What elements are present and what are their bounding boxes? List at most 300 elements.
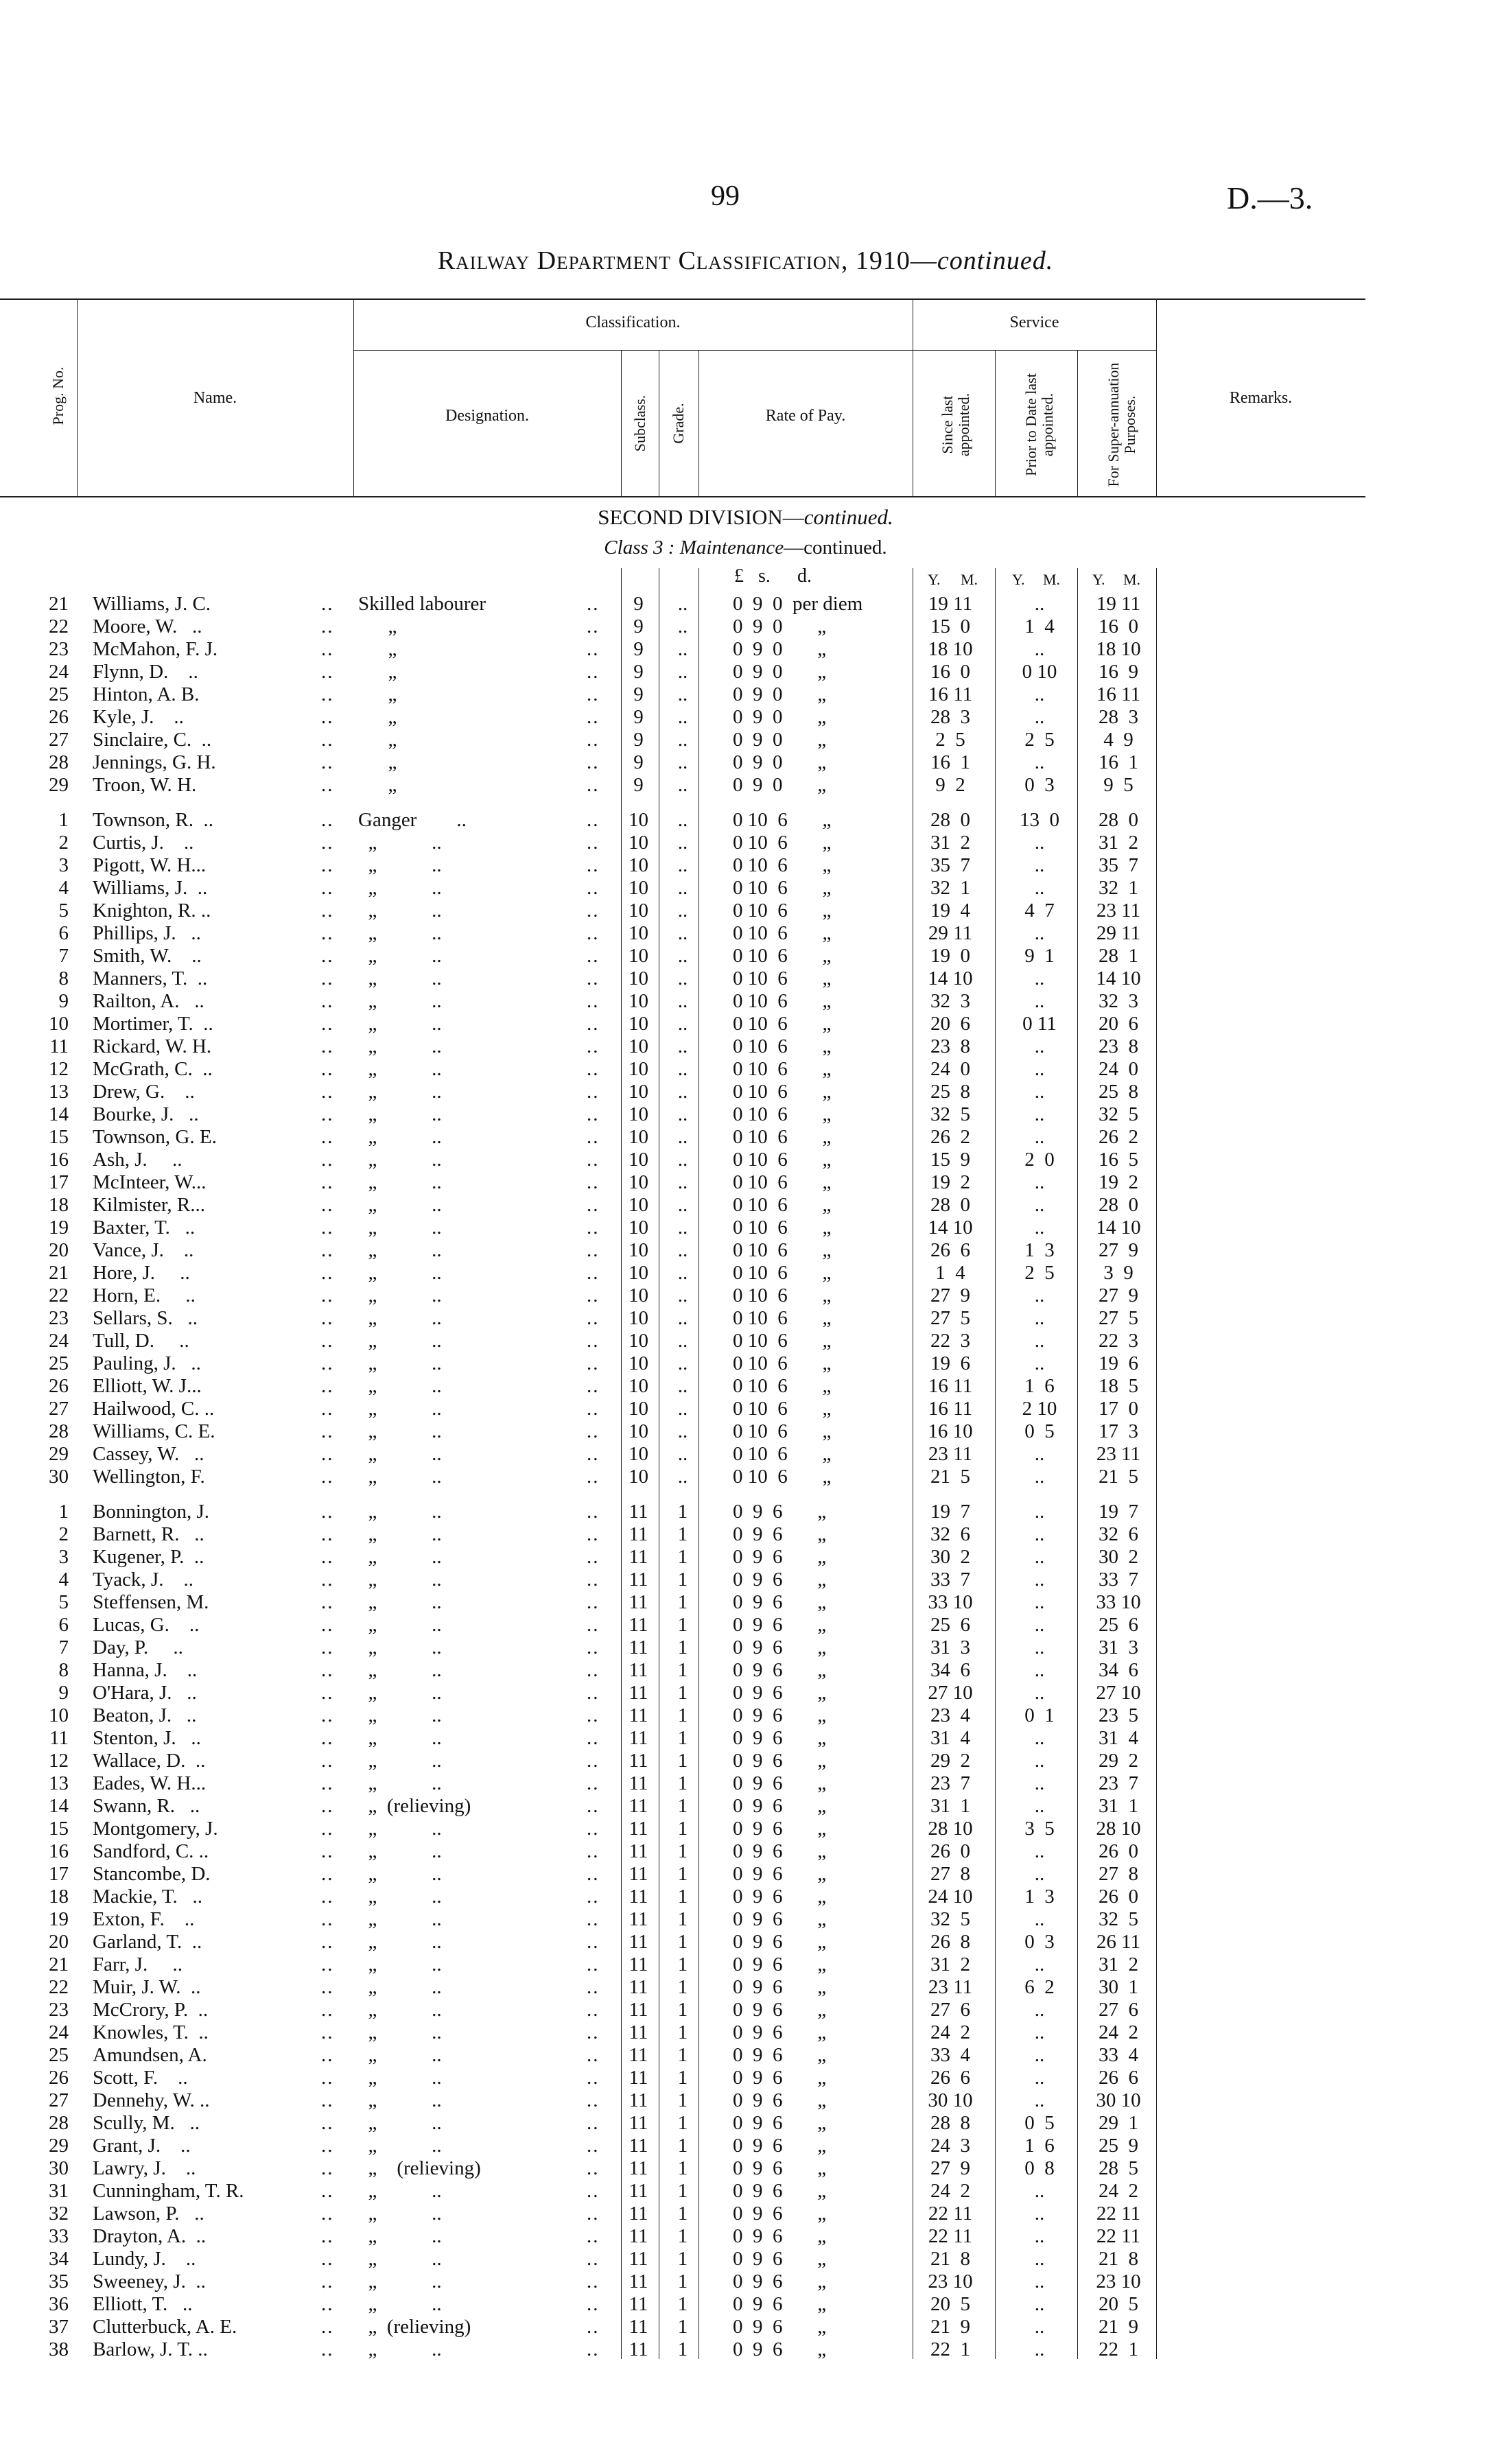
- leader-dots: ..: [587, 2135, 600, 2157]
- subclass-cell: 9: [633, 751, 644, 773]
- designation-cell: „: [358, 729, 397, 751]
- leader-dots: ..: [587, 2203, 600, 2225]
- since-appointed-cell: 27 9: [930, 2157, 970, 2179]
- designation-cell: „ ..: [358, 2021, 442, 2043]
- prior-service-cell: ..: [1034, 2271, 1045, 2292]
- since-appointed-cell: 22 3: [930, 1330, 970, 1352]
- prog-no-cell: 32: [49, 2203, 69, 2225]
- leader-dots: ..: [587, 1704, 600, 1726]
- prog-no-cell: 25: [49, 2044, 69, 2066]
- grade-cell: ..: [677, 1194, 688, 1216]
- table-row: [0, 1863, 1491, 1886]
- prior-service-cell: ..: [1034, 877, 1045, 899]
- prog-no-cell: 28: [49, 1420, 69, 1442]
- rate-of-pay-cell: 0 10 6 „: [733, 1375, 832, 1397]
- since-appointed-cell: 28 8: [930, 2112, 970, 2134]
- subclass-cell: 11: [629, 1795, 648, 1817]
- table-row: [0, 1307, 1491, 1330]
- name-cell: Drayton, A. ..: [93, 2225, 207, 2247]
- prior-service-cell: ..: [1034, 1636, 1045, 1658]
- designation-cell: „ ..: [358, 1149, 442, 1171]
- leader-dots: ..: [587, 2112, 600, 2134]
- table-row: [0, 683, 1491, 706]
- name-cell: Hore, J. ..: [93, 1262, 190, 1284]
- subclass-cell: 9: [633, 615, 644, 637]
- grade-cell: ..: [677, 1013, 688, 1035]
- table-row: [0, 1466, 1491, 1488]
- name-cell: Grant, J. ..: [93, 2135, 191, 2157]
- since-appointed-cell: 21 8: [930, 2248, 970, 2270]
- designation-cell: „ ..: [358, 2089, 442, 2111]
- leader-dots: ..: [321, 2316, 334, 2338]
- table-row: [0, 1284, 1491, 1307]
- title-lead: Railway Department Classification, 1910—: [437, 246, 937, 275]
- leader-dots: ..: [321, 1614, 334, 1636]
- rate-of-pay-cell: 0 9 0 „: [733, 774, 827, 796]
- prog-no-cell: 15: [49, 1818, 69, 1840]
- leader-dots: ..: [321, 1171, 334, 1193]
- superannuation-cell: 9 5: [1103, 774, 1134, 796]
- superannuation-cell: 14 10: [1096, 1217, 1141, 1239]
- prog-no-cell: 3: [58, 1546, 69, 1568]
- table-row: [0, 1546, 1491, 1569]
- subclass-cell: 10: [629, 1466, 648, 1488]
- rate-of-pay-cell: 0 9 6 „: [733, 1501, 827, 1523]
- subclass-cell: 11: [629, 2135, 648, 2157]
- table-header: [0, 298, 1491, 497]
- designation-cell: „ ..: [358, 854, 442, 876]
- name-cell: Swann, R. ..: [93, 1795, 200, 1817]
- rate-of-pay-cell: 0 10 6 „: [733, 1330, 832, 1352]
- rate-of-pay-cell: 0 9 6 „: [733, 1750, 827, 1772]
- prog-no-cell: 4: [58, 1569, 69, 1591]
- leader-dots: ..: [587, 2316, 600, 2338]
- designation-cell: „ ..: [358, 1818, 442, 1840]
- designation-cell: „ ..: [358, 1420, 442, 1442]
- leader-dots: ..: [587, 1976, 600, 1998]
- rate-of-pay-cell: 0 9 6 „: [733, 1682, 827, 1704]
- since-appointed-cell: 32 3: [930, 990, 970, 1012]
- rate-of-pay-cell: 0 9 6 „: [733, 1976, 827, 1998]
- leader-dots: ..: [587, 1523, 600, 1545]
- grade-cell: ..: [677, 1103, 688, 1125]
- prior-service-cell: ..: [1034, 1466, 1045, 1488]
- division-suffix: continued.: [803, 505, 893, 529]
- prior-service-cell: ..: [1034, 1103, 1045, 1125]
- prog-no-cell: 31: [49, 2180, 69, 2202]
- grade-cell: 1: [677, 1659, 688, 1681]
- leader-dots: ..: [587, 2180, 600, 2202]
- since-appointed-cell: 25 6: [930, 1614, 970, 1636]
- leader-dots: ..: [321, 2135, 334, 2157]
- name-cell: Stenton, J. ..: [93, 1727, 201, 1749]
- grade-cell: 1: [677, 1501, 688, 1523]
- leader-dots: ..: [587, 945, 600, 967]
- prior-service-cell: ..: [1034, 2089, 1045, 2111]
- name-cell: Railton, A. ..: [93, 990, 204, 1012]
- leader-dots: ..: [321, 1840, 334, 1862]
- leader-dots: ..: [587, 751, 600, 773]
- prior-service-cell: ..: [1034, 1330, 1045, 1352]
- designation-cell: „ ..: [358, 1013, 442, 1035]
- designation-cell: „ ..: [358, 900, 442, 922]
- prior-service-cell: ..: [1034, 1217, 1045, 1239]
- prog-no-cell: 24: [49, 661, 69, 683]
- since-appointed-cell: 24 10: [928, 1886, 973, 1908]
- name-cell: Eades, W. H...: [93, 1772, 207, 1794]
- name-cell: Flynn, D. ..: [93, 661, 198, 683]
- grade-cell: 1: [677, 1908, 688, 1930]
- table-row: [0, 1501, 1491, 1523]
- leader-dots: ..: [587, 1546, 600, 1568]
- designation-cell: „ ..: [358, 1307, 442, 1329]
- prog-no-cell: 23: [49, 1999, 69, 2021]
- since-appointed-cell: 27 8: [930, 1863, 970, 1885]
- since-appointed-cell: 28 0: [930, 809, 970, 831]
- rate-of-pay-cell: 0 10 6 „: [733, 1035, 832, 1057]
- leader-dots: ..: [587, 661, 600, 683]
- since-appointed-cell: 33 4: [930, 2044, 970, 2066]
- table-row: [0, 967, 1491, 990]
- leader-dots: ..: [587, 1013, 600, 1035]
- name-cell: Knowles, T. ..: [93, 2021, 209, 2043]
- rate-of-pay-cell: 0 9 6 „: [733, 1772, 827, 1794]
- grade-cell: ..: [677, 854, 688, 876]
- subclass-cell: 9: [633, 774, 644, 796]
- grade-cell: ..: [677, 1262, 688, 1284]
- superannuation-cell: 23 10: [1096, 2271, 1141, 2292]
- rate-of-pay-cell: 0 9 6 „: [733, 2203, 827, 2225]
- leader-dots: ..: [321, 1013, 334, 1035]
- grade-cell: 1: [677, 1523, 688, 1545]
- leader-dots: ..: [587, 922, 600, 944]
- table-row: [0, 2338, 1491, 2361]
- grade-cell: ..: [677, 1420, 688, 1442]
- designation-cell: „ ..: [358, 1931, 442, 1953]
- leader-dots: ..: [587, 1217, 600, 1239]
- leader-dots: ..: [587, 2021, 600, 2043]
- prog-no-cell: 37: [49, 2316, 69, 2338]
- superannuation-cell: 22 11: [1096, 2203, 1141, 2225]
- subclass-cell: 9: [633, 706, 644, 728]
- grade-cell: ..: [677, 1217, 688, 1239]
- prior-service-cell: ..: [1034, 1908, 1045, 1930]
- grade-cell: 1: [677, 2157, 688, 2179]
- leader-dots: ..: [587, 2157, 600, 2179]
- rate-of-pay-cell: 0 10 6 „: [733, 922, 832, 944]
- prog-no-cell: 36: [49, 2293, 69, 2315]
- since-appointed-cell: 31 2: [930, 1953, 970, 1975]
- rate-of-pay-cell: 0 10 6 „: [733, 854, 832, 876]
- superannuation-cell: 32 1: [1099, 877, 1138, 899]
- leader-dots: ..: [321, 2112, 334, 2134]
- prior-service-cell: ..: [1034, 1523, 1045, 1545]
- prog-no-cell: 21: [49, 1953, 69, 1975]
- superannuation-cell: 27 5: [1099, 1307, 1138, 1329]
- superannuation-cell: 23 11: [1096, 900, 1141, 922]
- header-prog-no: Prog. No.: [49, 366, 67, 425]
- table-row: [0, 1398, 1491, 1420]
- leader-dots: ..: [321, 1307, 334, 1329]
- header-grade: Grade.: [670, 403, 687, 444]
- grade-cell: ..: [677, 1171, 688, 1193]
- prior-service-cell: ..: [1034, 2293, 1045, 2315]
- prog-no-cell: 5: [58, 1591, 69, 1613]
- name-cell: Sinclaire, C. ..: [93, 729, 212, 751]
- table-row: [0, 2271, 1491, 2293]
- leader-dots: ..: [321, 1931, 334, 1953]
- grade-cell: ..: [677, 990, 688, 1012]
- since-appointed-cell: 20 6: [930, 1013, 970, 1035]
- table-row: [0, 1750, 1491, 1772]
- header-prior-to-date: Prior to Date last appointed.: [1022, 373, 1056, 476]
- prog-no-cell: 33: [49, 2225, 69, 2247]
- superannuation-cell: 25 9: [1099, 2135, 1138, 2157]
- grade-cell: 1: [677, 1795, 688, 1817]
- running-title: [0, 246, 1491, 276]
- since-appointed-cell: 19 2: [930, 1171, 970, 1193]
- table-row: [0, 1194, 1491, 1217]
- prog-no-cell: 22: [49, 1284, 69, 1306]
- prior-service-cell: 2 5: [1024, 1262, 1055, 1284]
- rate-of-pay-cell: 0 9 6 „: [733, 1953, 827, 1975]
- subclass-cell: 9: [633, 638, 644, 660]
- leader-dots: ..: [321, 967, 334, 989]
- superannuation-cell: 4 9: [1103, 729, 1134, 751]
- leader-dots: ..: [587, 990, 600, 1012]
- table-row: [0, 1614, 1491, 1636]
- subclass-cell: 11: [629, 1501, 648, 1523]
- rate-of-pay-cell: 0 10 6 „: [733, 1194, 832, 1216]
- rate-of-pay-cell: 0 9 6 „: [733, 1795, 827, 1817]
- subclass-cell: 11: [629, 2225, 648, 2247]
- since-appointed-cell: 26 2: [930, 1126, 970, 1148]
- leader-dots: ..: [321, 2021, 334, 2043]
- rate-of-pay-cell: 0 10 6 „: [733, 832, 832, 854]
- grade-cell: ..: [677, 1126, 688, 1148]
- leader-dots: ..: [587, 2089, 600, 2111]
- designation-cell: „ (relieving): [358, 1795, 471, 1817]
- rate-of-pay-cell: 0 9 6 „: [733, 2044, 827, 2066]
- leader-dots: ..: [587, 1614, 600, 1636]
- grade-cell: 1: [677, 1886, 688, 1908]
- subclass-cell: 10: [629, 967, 648, 989]
- since-appointed-cell: 24 3: [930, 2135, 970, 2157]
- leader-dots: ..: [321, 1818, 334, 1840]
- rate-of-pay-cell: 0 9 6 „: [733, 1659, 827, 1681]
- table-row: [0, 729, 1491, 751]
- table-row: [0, 809, 1491, 832]
- leader-dots: ..: [321, 1103, 334, 1125]
- subclass-cell: 10: [629, 1217, 648, 1239]
- superannuation-cell: 26 0: [1099, 1886, 1138, 1908]
- table-row: [0, 2248, 1491, 2271]
- table-row: [0, 832, 1491, 854]
- leader-dots: ..: [587, 2225, 600, 2247]
- superannuation-cell: 27 10: [1096, 1682, 1141, 1704]
- name-cell: Barnett, R. ..: [93, 1523, 204, 1545]
- name-cell: Tull, D. ..: [93, 1330, 189, 1352]
- prog-no-cell: 29: [49, 774, 69, 796]
- prior-service-cell: ..: [1034, 1284, 1045, 1306]
- table-row: [0, 1976, 1491, 1999]
- prior-service-cell: ..: [1034, 1307, 1045, 1329]
- header-designation: Designation.: [445, 407, 529, 425]
- since-appointed-cell: 23 4: [930, 1704, 970, 1726]
- designation-cell: „ ..: [358, 1466, 442, 1488]
- rate-of-pay-cell: 0 10 6 „: [733, 1284, 832, 1306]
- leader-dots: ..: [321, 922, 334, 944]
- prog-no-cell: 30: [49, 1466, 69, 1488]
- table-row: [0, 2044, 1491, 2067]
- superannuation-cell: 24 0: [1099, 1058, 1138, 1080]
- grade-cell: ..: [677, 661, 688, 683]
- name-cell: Kugener, P. ..: [93, 1546, 204, 1568]
- rate-of-pay-cell: 0 9 6 „: [733, 1999, 827, 2021]
- prior-service-cell: ..: [1034, 1795, 1045, 1817]
- leader-dots: ..: [321, 593, 334, 615]
- name-cell: Elliott, T. ..: [93, 2293, 193, 2315]
- since-appointed-cell: 16 10: [928, 1420, 973, 1442]
- subclass-cell: 10: [629, 1352, 648, 1374]
- leader-dots: ..: [321, 638, 334, 660]
- designation-cell: „: [358, 751, 397, 773]
- subclass-cell: 10: [629, 990, 648, 1012]
- table-row: [0, 877, 1491, 900]
- superannuation-cell: 22 11: [1096, 2225, 1141, 2247]
- leader-dots: ..: [587, 1953, 600, 1975]
- rate-of-pay-cell: 0 9 6 „: [733, 2089, 827, 2111]
- table-row: [0, 2135, 1491, 2157]
- unit-m3: M.: [1123, 571, 1141, 588]
- prog-no-cell: 6: [58, 1614, 69, 1636]
- leader-dots: ..: [321, 1953, 334, 1975]
- grade-cell: ..: [677, 1239, 688, 1261]
- subclass-cell: 11: [629, 1636, 648, 1658]
- superannuation-cell: 16 0: [1099, 615, 1138, 637]
- table-row: [0, 1330, 1491, 1352]
- since-appointed-cell: 19 11: [928, 593, 973, 615]
- name-cell: Hailwood, C. ..: [93, 1398, 215, 1420]
- since-appointed-cell: 24 0: [930, 1058, 970, 1080]
- leader-dots: ..: [587, 1908, 600, 1930]
- prior-service-cell: 1 6: [1024, 2135, 1055, 2157]
- leader-dots: ..: [321, 1591, 334, 1613]
- designation-cell: „ ..: [358, 1999, 442, 2021]
- rate-of-pay-cell: 0 9 6 „: [733, 1840, 827, 1862]
- subclass-cell: 11: [629, 1727, 648, 1749]
- leader-dots: ..: [587, 1795, 600, 1817]
- prior-service-cell: 1 3: [1024, 1886, 1055, 1908]
- prog-no-cell: 8: [58, 1659, 69, 1681]
- since-appointed-cell: 27 5: [930, 1307, 970, 1329]
- name-cell: Moore, W. ..: [93, 615, 202, 637]
- table-row: [0, 1727, 1491, 1750]
- subclass-cell: 10: [629, 1239, 648, 1261]
- designation-cell: „ ..: [358, 1727, 442, 1749]
- designation-cell: „: [358, 615, 397, 637]
- leader-dots: ..: [587, 1931, 600, 1953]
- designation-cell: „ ..: [358, 1636, 442, 1658]
- designation-cell: „ ..: [358, 2180, 442, 2202]
- name-cell: Pauling, J. ..: [93, 1352, 201, 1374]
- name-cell: Mortimer, T. ..: [93, 1013, 213, 1035]
- designation-cell: „ ..: [358, 1750, 442, 1772]
- since-appointed-cell: 1 4: [935, 1262, 965, 1284]
- since-appointed-cell: 28 10: [928, 1818, 973, 1840]
- designation-cell: „ ..: [358, 1886, 442, 1908]
- subclass-cell: 10: [629, 1081, 648, 1103]
- since-appointed-cell: 16 0: [930, 661, 970, 683]
- table-row: [0, 1569, 1491, 1591]
- subclass-cell: 10: [629, 1035, 648, 1057]
- superannuation-cell: 33 4: [1099, 2044, 1138, 2066]
- table-row: [0, 1149, 1491, 1171]
- since-appointed-cell: 16 11: [928, 1375, 973, 1397]
- leader-dots: ..: [321, 2044, 334, 2066]
- name-cell: Mackie, T. ..: [93, 1886, 202, 1908]
- subclass-cell: 10: [629, 922, 648, 944]
- superannuation-cell: 16 9: [1099, 661, 1138, 683]
- grade-cell: ..: [677, 809, 688, 831]
- prior-service-cell: ..: [1034, 683, 1045, 705]
- subclass-cell: 10: [629, 900, 648, 922]
- leader-dots: ..: [321, 1976, 334, 1998]
- superannuation-cell: 16 5: [1099, 1149, 1138, 1171]
- superannuation-cell: 30 10: [1096, 2089, 1141, 2111]
- grade-cell: 1: [677, 2089, 688, 2111]
- prior-service-cell: 6 2: [1024, 1976, 1055, 1998]
- prog-no-cell: 14: [49, 1103, 69, 1125]
- prior-service-cell: ..: [1034, 1194, 1045, 1216]
- superannuation-cell: 34 6: [1099, 1659, 1138, 1681]
- name-cell: Beaton, J. ..: [93, 1704, 197, 1726]
- designation-cell: „ ..: [358, 1682, 442, 1704]
- unit-m1: M.: [961, 571, 978, 588]
- table-row: [0, 1262, 1491, 1284]
- designation-cell: „ ..: [358, 2225, 442, 2247]
- rate-of-pay-cell: 0 10 6 „: [733, 1217, 832, 1239]
- designation-cell: „ ..: [358, 2067, 442, 2089]
- prior-service-cell: ..: [1034, 2180, 1045, 2202]
- prior-service-cell: ..: [1034, 1659, 1045, 1681]
- designation-cell: „ ..: [358, 1501, 442, 1523]
- table-row: [0, 1058, 1491, 1081]
- class-name: Maintenance: [679, 537, 784, 559]
- superannuation-cell: 24 2: [1099, 2180, 1138, 2202]
- leader-dots: ..: [321, 1149, 334, 1171]
- leader-dots: ..: [587, 1352, 600, 1374]
- leader-dots: ..: [587, 638, 600, 660]
- designation-cell: „ ..: [358, 1352, 442, 1374]
- superannuation-cell: 30 1: [1099, 1976, 1138, 1998]
- grade-cell: 1: [677, 1682, 688, 1704]
- prior-service-cell: ..: [1034, 832, 1045, 854]
- leader-dots: ..: [587, 1466, 600, 1488]
- superannuation-cell: 29 1: [1099, 2112, 1138, 2134]
- designation-cell: „ ..: [358, 1523, 442, 1545]
- since-appointed-cell: 30 10: [928, 2089, 973, 2111]
- superannuation-cell: 29 11: [1096, 922, 1141, 944]
- leader-dots: ..: [321, 2293, 334, 2315]
- superannuation-cell: 21 9: [1099, 2316, 1138, 2338]
- designation-cell: „: [358, 706, 397, 728]
- name-cell: Cunningham, T. R.: [93, 2180, 244, 2202]
- table-row: [0, 1818, 1491, 1840]
- leader-dots: ..: [587, 1330, 600, 1352]
- name-cell: Drew, G. ..: [93, 1081, 195, 1103]
- leader-dots: ..: [321, 1398, 334, 1420]
